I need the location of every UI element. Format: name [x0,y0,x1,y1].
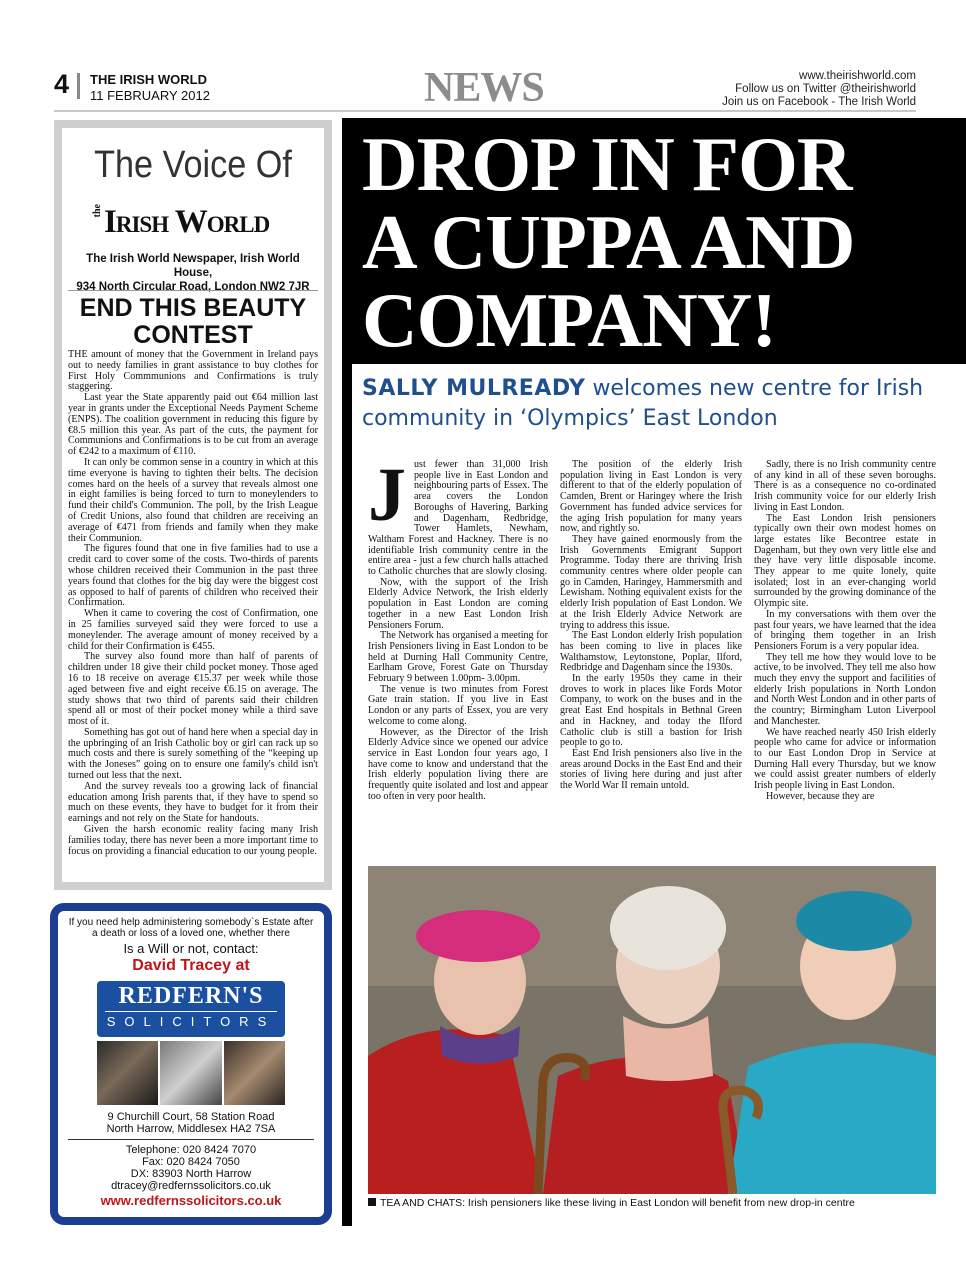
headline-line-2: A CUPPA AND [362,199,855,285]
story-paragraph: The venue is two minutes from Forest Gate train station. If you live in East London or any parts of Essex, you are very welcome to come along. [368,683,548,727]
logo-main: REDFERN'S [118,983,264,1009]
story-paragraph: East End Irish pensioners also live in the areas around Docks in the East End and their stories of living here during and just after the World War II remain untold. [560,747,742,792]
headline-line-3: COMPANY! [362,277,776,363]
advert-address [68,1111,314,1140]
facebook-link[interactable]: Join us on Facebook - The Irish World [722,96,916,108]
story-paragraph: Sadly, there is no Irish community centre of any kind in all of these seven boroughs. There is as a consequence no co-ordinated Irish community voice for our elderly Irish living in East London. [754,459,936,513]
address-line-1: The Irish World Newspaper, Irish World House, [86,253,300,279]
publisher-address [66,252,320,294]
story-paragraph: They tell me how they would love to be active, to be involved. They tell me also how much they envy the support and facilities of elderly Irish populations in North London and North West London and in other parts of the country; Birmingham Luton Liverpool and Manchester. [754,651,936,727]
advert-contact-name: David Tracey at [132,957,250,974]
twitter-link[interactable]: Follow us on Twitter @theirishworld [735,83,916,95]
advert-email[interactable]: dtracey@redfernssolicitors.co.uk [111,1180,271,1192]
story-paragraph: In my conversations with them over the past four years, we have learned that the idea of bringing them together in an Irish Pensioners Forum is a very popular idea. [754,608,936,652]
standfirst [362,374,952,434]
story-column-2 [560,460,742,792]
story-paragraph: The East London Irish pensioners typically own their own modest homes on large estates like Becontree estate in Dagenham, but they own very little else and they have very little disposable income. They appear to me quite lonely, quite isolated; lost in an ever-changing world surrounded by the growing dominance of the Olympic site. [754,512,936,610]
story-paragraph: The position of the elderly Irish population living in East London is very different to that of the elderly population of Camden, Brent or Haringey where the Irish Government has funded advice services for the aging Irish population for many years now, and rightly so. [560,459,742,535]
story-column-1 [368,453,548,803]
advert-photo-strip [97,1041,285,1105]
editorial-paragraph: The figures found that one in five families had to use a credit card to cover some of the costs. Two-thirds of parents whose children received their Communion in the past three years found that clothes for the big day were the biggest cost as opposed to half of parents of children who received their Confirmation. [68,543,318,609]
website-link[interactable]: www.theirishworld.com [799,70,916,82]
editorial-box [54,120,332,890]
address-line-2: 934 North Circular Road, London NW2 7JR [76,281,310,293]
editorial-paragraph: Something has got out of hand here when a special day in the upbringing of an Irish Catholic boy or girl can rack up so much costs and there is surely something of the “keeping up with the Joneses” going on to ensure one family's child isn't turned out less that the next. [68,726,318,782]
redferns-logo [97,981,285,1037]
pensioners-photo [368,866,936,1194]
irish-world-logo [92,204,302,244]
standfirst-text: welcomes new centre for Irish community in ‘Olympics’ East London [362,376,924,431]
editorial-paragraph: Given the harsh economic reality facing many Irish families today, there has never been a more important time to focus on providing a financial education to our young people. [68,824,318,857]
advert-website[interactable]: www.redfernssolicitors.co.uk [100,1193,282,1208]
logo-sub: SOLICITORS [105,1011,277,1029]
headline-line-1: DROP IN FOR [362,121,852,207]
advert-contact [58,1144,324,1192]
editorial-paragraph: When it came to covering the cost of Confirmation, one in 25 families surveyed said they were forced to use a moneylender. The average amount of money received by a child for their Confirmation is €455. [68,608,318,652]
advert-intro: If you need help administering somebody`s Estate after a death or loss of a loved one, whether there [68,917,314,939]
logo-text: Irish World [104,204,270,240]
story-paragraph: The East London elderly Irish population has been coming to live in places like Walthamstow, Leytonstone, Poplar, Ilford, Redbridge and Dagenham since the 1930s. [560,630,742,674]
byline: SALLY MULREADY [362,376,586,401]
header-links [722,70,916,109]
story-headline [352,118,966,364]
editorial-paragraph: It can only be common sense in a country in which at this time everyone is having to tighten their belts. The decision comes hard on the heels of a survey that reveals almost one in eight families is being forced to turn to moneylenders to fund their child's Communion. The poll, by the Irish League of Credit Unions, also found that children are receiving an average of €471 from friends and family when they make their Communion. [68,456,318,544]
story-paragraph: They have gained enormously from the Irish Governments Emigrant Support Programme. Today there are thriving Irish community centres where older people can go in Camden, Haringey, Hammersmith and Lewisham. Nothing equivalent exists for the elderly Irish population of East London. We at the Irish Elderly Advice Network are trying to address this issue. [560,533,742,631]
story-paragraph: The Network has organised a meeting for Irish Pensioners living in East London to be held at Durning Hall Community Centre, Earlham Grove, Forest Gate on Thursday February 9 between 1.00pm- 3.00pm. [368,630,548,685]
editorial-headline: END THIS BEAUTY CONTEST [68,290,318,349]
story-paragraph: Now, with the support of the Irish Elderly Advice Network, the Irish elderly population in East London are coming together in a new East London Irish Pensioners Forum. [368,576,548,631]
page-number-divider [77,73,80,99]
drop-cap: J [368,453,406,537]
editorial-body [68,350,318,857]
advert-photo-signing [224,1041,285,1105]
editorial-paragraph: THE amount of money that the Government in Ireland pays out to needy families in grant assistance to buy clothes for First Holy Commmunions and Confirmations is truly staggering. [68,349,318,393]
solicitors-advert [50,903,332,1225]
photo-caption [368,1196,936,1210]
pensioners-photo-illustration [368,866,936,1194]
paper-name: THE IRISH WORLD [90,72,207,87]
editorial-title: The Voice Of [94,144,292,186]
advert-will-line: Is a Will or not, contact: [123,941,259,956]
story-paragraph: In the early 1950s they came in their droves to work in places like Fords Motor Company, to work on the buses and in the great East End hospitals in Bethnal Green and in Hackney, and today the Ilford Catholic club is still a bastion for Irish people to go to. [560,673,742,749]
story-paragraph: However, because they are [766,790,875,802]
advert-address-line-1: 9 Churchill Court, 58 Station Road [107,1111,275,1123]
advert-photo-gavel [97,1041,158,1105]
advert-address-line-2: North Harrow, Middlesex HA2 7SA [106,1123,276,1135]
story-paragraph: We have reached nearly 450 Irish elderly people who came for advice or information to our East London Drop in Service at Durning Hall every Thursday, but we know we could assist greater numbers of elderly Irish people living in East London. [754,726,936,792]
logo-the: the [92,204,103,218]
story-side-rule [342,118,352,1226]
advert-fax: Fax: 020 8424 7050 [142,1156,240,1168]
issue-date: 11 FEBRUARY 2012 [90,88,210,103]
story-paragraph: However, as the Director of the Irish Elderly Advice since we opened our advice service in East London four years ago, I have come to know and understand that the Irish elderly population living there are frequently quite isolated and lost and appear too often in very poor health. [368,726,548,802]
caption-bullet [368,1198,376,1206]
editorial-inner [62,128,324,882]
page-number: 4 [54,69,70,99]
editorial-paragraph: Last year the State apparently paid out €64 million last year in grants under the Exceptional Needs Payment Scheme (ENPS). The coalition government in reducing this figure by €8.5 million this year. As part of the cuts, the payment for Communions and Confirmations is to be cut from an average of €242 to a maximum of €110. [68,392,318,458]
story-column-3 [754,460,936,803]
page-header [54,66,916,112]
advert-dx: DX: 83903 North Harrow [130,1168,252,1180]
section-title: NEWS [424,65,544,111]
advert-photo-handshake [160,1041,221,1105]
story-paragraph: ust fewer than 31,000 Irish people live in East London and neighbouring parts of Essex. The area covers the London Boroughs of Havering, Barking and Dagenham, Redbridge, Tower Hamlets, Newham, Waltham Forest and Hackney. There is no identifiable Irish community centre in the entire area - just a few church halls attached to Catholic churches that are slowly closing. [368,459,548,578]
caption-text: TEA AND CHATS: Irish pensioners like these living in East London will benefit from new drop-in centre [380,1197,855,1209]
advert-telephone: Telephone: 020 8424 7070 [125,1144,257,1156]
editorial-paragraph: And the survey reveals too a growing lack of financial education among Irish parents that, if they have to spend so much on these events, they have to budget for it from their earnings and not rely on the State for handouts. [68,780,318,825]
editorial-paragraph: The survey also found more than half of parents of children under 18 give their child pocket money. Those aged 16 to 18 receive on average €15.37 per week while those aged between five and eight receive €6.15 on average. The study shows that two third of parents said their children spend all or most of their pocket money while a third save most of it. [68,651,318,728]
